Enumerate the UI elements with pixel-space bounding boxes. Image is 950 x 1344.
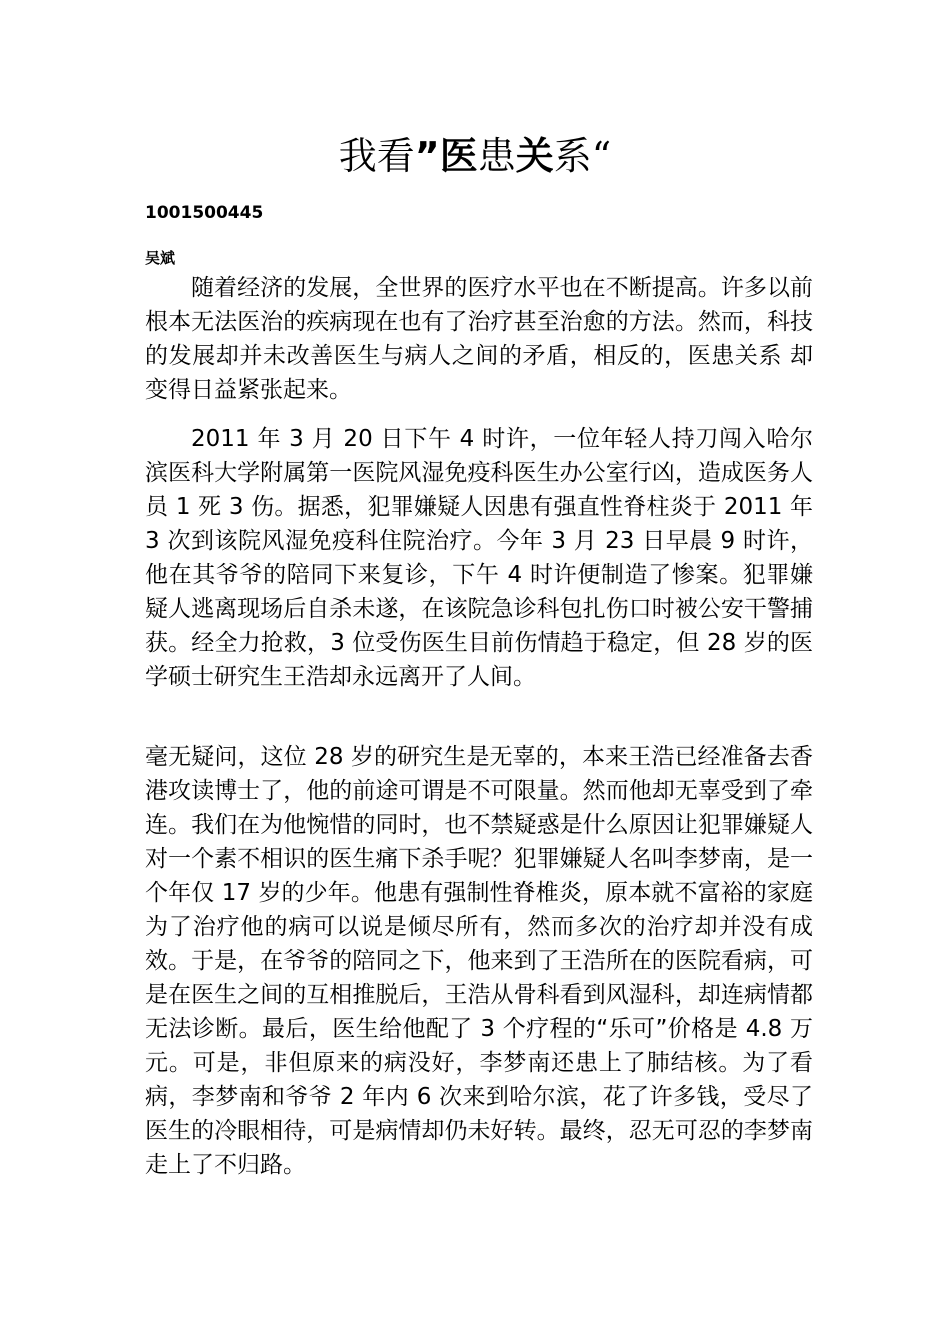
paragraph-2: 2011 年 3 月 20 日下午 4 时许，一位年轻人持刀闯入哈尔滨医科大学附属第一医院风湿免疫科医生办公室行凶，造成医务人员 1 死 3 伤。据悉，犯罪嫌疑人因患有强直性脊柱炎于 2011 年 3 次到该院风湿免疫科住院治疗。今年 3 月 23 日早晨 9 时许，他在其爷爷的陪同下来复诊，下午 4 时许便制造了惨案。犯罪嫌疑人逃离现场后自杀未遂，在该院急诊科包扎伤口时被公安干警捕获。经全力抢救，3 位受伤医生目前伤情趋于稳定，但 28 岁的医学硕士研究生王浩却永远离开了人间。: [145, 426, 813, 690]
title-part-2: ”医: [414, 134, 478, 178]
paragraph-3: 毫无疑问，这位 28 岁的研究生是无辜的，本来王浩已经准备去香港攻读博士了，他的前途可谓是不可限量。然而他却无辜受到了牵连。我们在为他惋惜的同时，也不禁疑惑是什么原因让犯罪嫌疑人对一个素不相识的医生痛下杀手呢？犯罪嫌疑人名叫李梦南，是一个年仅 17 岁的少年。他患有强制性脊椎炎，原本就不富裕的家庭为了治疗他的病可以说是倾尽所有，然而多次的治疗却并没有成效。于是，在爷爷的陪同之下，他来到了王浩所在的医院看病，可是在医生之间的互相推脱后，王浩从骨科看到风湿科，却连病情都无法诊断。最后，医生给他配了 3 个疗程的“乐可”价格是 4.8 万元。可是，非但原来的病没好，李梦南还患上了肺结核。为了看病，李梦南和爷爷 2 年内 6 次来到哈尔滨，花了许多钱，受尽了医生的冷眼相待，可是病情却仍未好转。最终，忍无可忍的李梦南走上了不归路。: [145, 744, 813, 1178]
paragraph-1: 随着经济的发展，全世界的医疗水平也在不断提高。许多以前根本无法医治的疾病现在也有了治疗甚至治愈的方法。然而，科技的发展却并未改善医生与病人之间的矛盾，相反的，医患关系 却变得日益紧张起来。: [145, 275, 813, 403]
title-part-5: 系“: [553, 134, 612, 178]
student-id: 1001500445: [145, 203, 264, 223]
title-part-4: 关: [515, 134, 554, 178]
title-part-1: 我看: [338, 134, 415, 178]
author-name: 吴斌: [145, 249, 176, 267]
title-part-3: 患: [477, 134, 516, 178]
document-title: [0, 132, 950, 180]
